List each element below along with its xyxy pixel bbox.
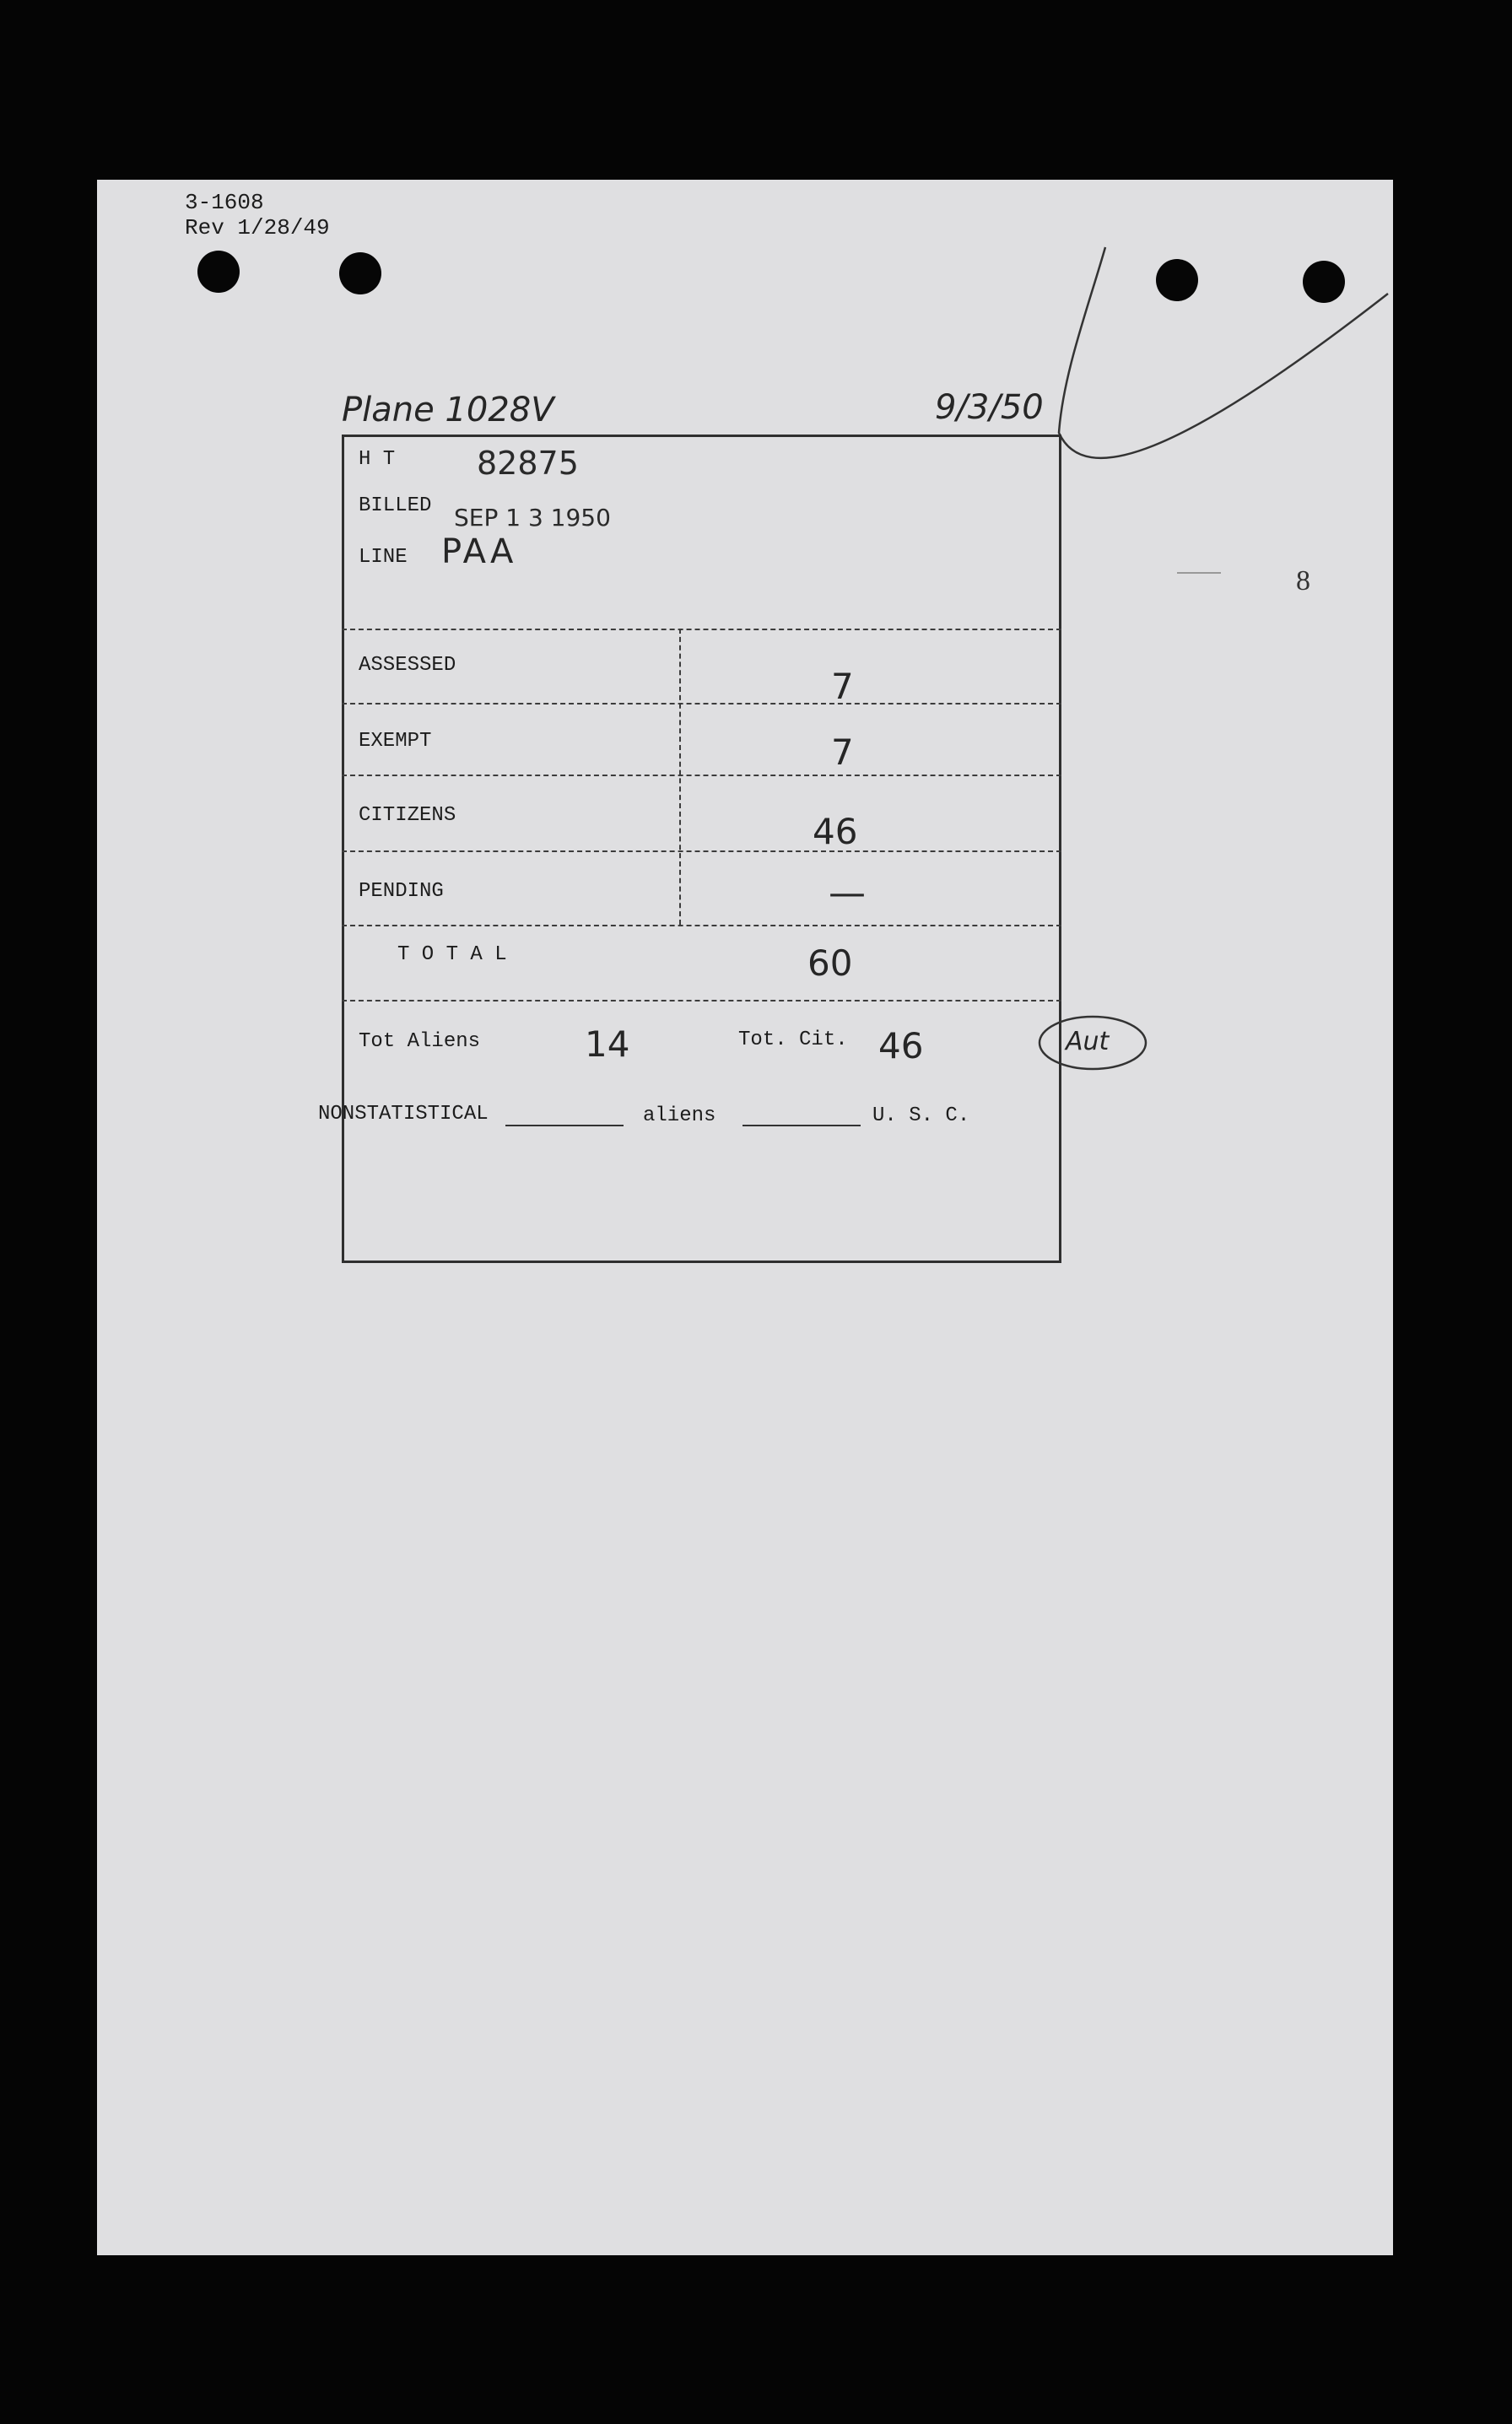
table-top-border [342,435,1061,437]
table-divider [342,850,1061,852]
table-divider [342,925,1061,926]
side-number: 8 [1296,565,1310,597]
exempt-value-handwritten: 7 [831,732,854,773]
table-bottom-border [342,1261,1061,1263]
total-value-handwritten: 60 [807,942,853,984]
total-label: T O T A L [397,943,507,966]
line-label: LINE [359,546,408,569]
table-divider [342,703,1061,705]
table-column-divider [679,629,681,925]
billed-label: BILLED [359,494,432,517]
circled-initials-text: Aut [1066,1027,1110,1056]
pending-value-handwritten: — [829,872,866,915]
usc-label: U. S. C. [872,1104,970,1127]
form-revision: Rev 1/28/49 [185,215,330,240]
form-number: 3-1608 [185,190,264,215]
billed-date-stamp: SEP 1 3 1950 [454,504,611,532]
table-divider [342,629,1061,630]
nonstatistical-label: NONSTATISTICAL [318,1103,489,1126]
pending-label: PENDING [359,880,444,903]
tot-cit-value-handwritten: 46 [878,1025,924,1066]
nonstatistical-blank [505,1125,624,1126]
aliens-label: aliens [643,1104,716,1127]
exempt-label: EXEMPT [359,730,432,753]
tot-aliens-value-handwritten: 14 [585,1023,630,1065]
assessed-value-handwritten: 7 [831,666,854,707]
ht-label: H T [359,448,396,471]
side-dash [1177,572,1221,574]
citizens-value-handwritten: 46 [813,811,858,852]
tot-cit-label: Tot. Cit. [738,1028,848,1051]
assessed-label: ASSESSED [359,654,456,677]
date-handwritten: 9/3/50 [935,388,1044,427]
table-divider [342,775,1061,776]
ht-number: 82875 [477,445,579,482]
tot-aliens-label: Tot Aliens [359,1030,481,1053]
plane-handwritten: Plane 1028V [342,391,554,429]
table-right-border [1059,435,1061,1263]
document-sheet [97,180,1393,2255]
table-left-border [342,435,344,1263]
citizens-label: CITIZENS [359,804,456,827]
aliens-blank [742,1125,861,1126]
pencil-stroke [97,180,1393,517]
table-divider [342,1000,1061,1001]
line-value-handwritten: PAA [441,532,517,571]
